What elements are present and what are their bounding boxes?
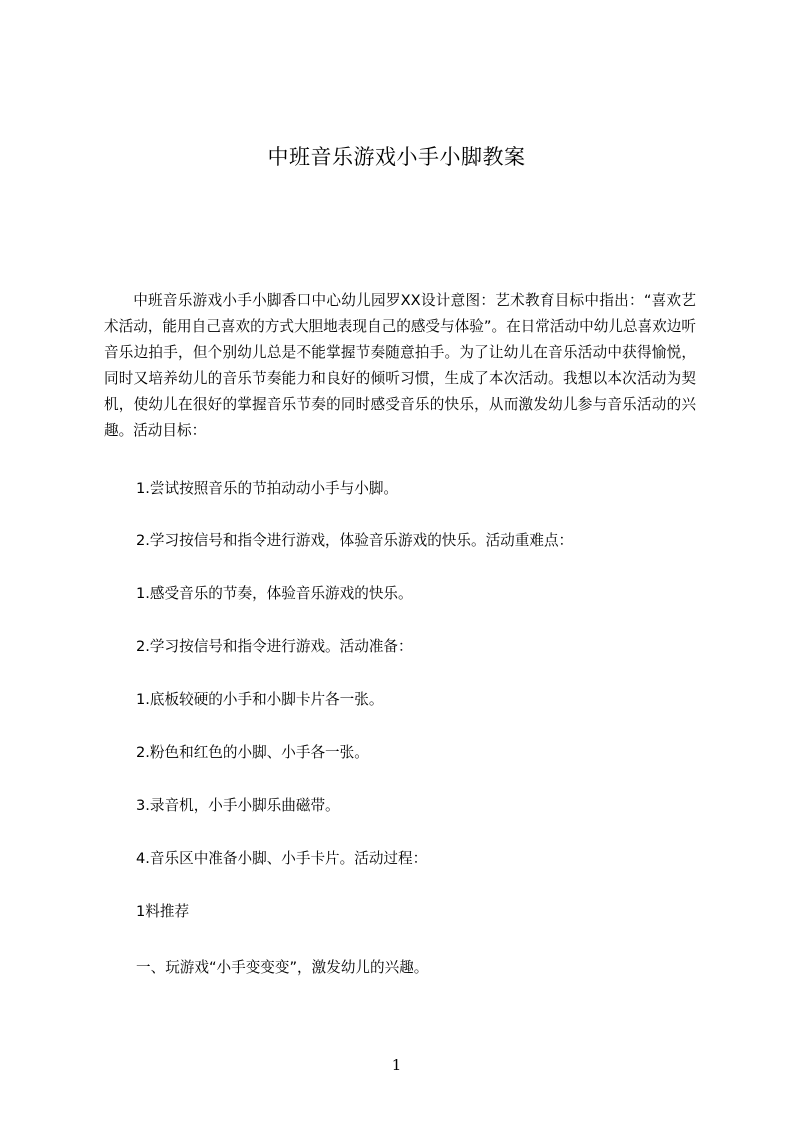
- intro-paragraph: 中班音乐游戏小手小脚香口中心幼儿园罗XX设计意图：艺术教育目标中指出：“喜欢艺术活动，能用自己喜欢的方式大胆地表现自己的感受与体验”。在日常活动中幼儿总喜欢边听音乐边拍手，但个别幼儿总是不能掌握节奏随意拍手。为了让幼儿在音乐活动中获得愉悦，同时又培养幼儿的音乐节奏能力和良好的倾听习惯，生成了本次活动。我想以本次活动为契机，使幼儿在很好的掌握音乐节奏的同时感受音乐的快乐，从而激发幼儿参与音乐活动的兴趣。活动目标：: [104, 292, 696, 439]
- preparation-item-2: 2.粉色和红色的小脚、小手各一张。: [136, 744, 369, 761]
- goal-item-2: 2.学习按信号和指令进行游戏，体验音乐游戏的快乐。活动重难点：: [136, 532, 574, 549]
- preparation-item-3: 3.录音机，小手小脚乐曲磁带。: [136, 797, 340, 814]
- process-step-1: 一、玩游戏“小手变变变”，激发幼儿的兴趣。: [136, 959, 429, 976]
- document-title: 中班音乐游戏小手小脚教案: [267, 145, 526, 169]
- recommendation-line: 1料推荐: [136, 903, 190, 920]
- preparation-item-4: 4.音乐区中准备小脚、小手卡片。活动过程：: [136, 850, 428, 867]
- page-number: 1: [391, 1056, 402, 1074]
- preparation-item-1: 1.底板较硬的小手和小脚卡片各一张。: [136, 691, 384, 708]
- key-point-item-1: 1.感受音乐的节奏，体验音乐游戏的快乐。: [136, 585, 413, 602]
- goal-item-1: 1.尝试按照音乐的节拍动动小手与小脚。: [136, 480, 399, 497]
- key-point-item-2: 2.学习按信号和指令进行游戏。活动准备：: [136, 638, 413, 655]
